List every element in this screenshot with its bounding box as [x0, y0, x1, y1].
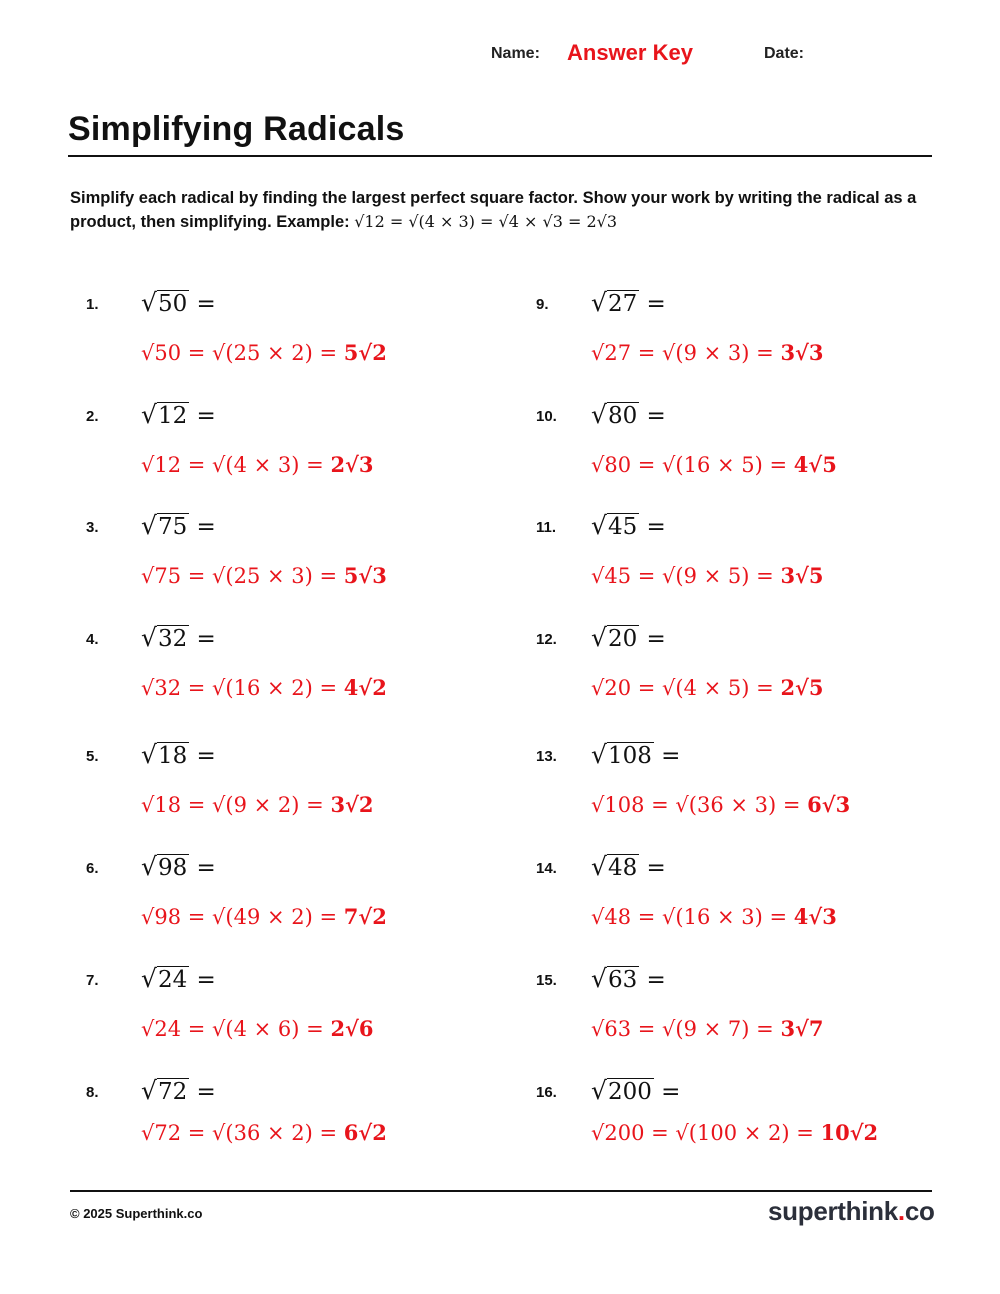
problem-7	[86, 964, 526, 1074]
radicand: 32	[157, 626, 188, 652]
answer-work: √200 = √(100 × 2) =	[591, 1121, 821, 1145]
problem-question: √27 =	[591, 288, 666, 317]
answer-final: 3√7	[780, 1016, 824, 1041]
radicand: 50	[157, 291, 188, 317]
problem-15	[536, 964, 976, 1074]
answer-final: 5√2	[343, 340, 387, 365]
problem-number: 10.	[536, 408, 557, 425]
title-divider	[68, 155, 932, 157]
instructions	[70, 186, 930, 234]
problem-answer	[591, 340, 823, 365]
radicand: 200	[607, 1079, 652, 1105]
problem-question: √80 =	[591, 400, 666, 429]
problem-9	[536, 288, 976, 398]
page-title: Simplifying Radicals	[68, 110, 405, 148]
answer-work: √63 = √(9 × 7) =	[591, 1017, 781, 1041]
problem-14	[536, 852, 976, 962]
answer-work: √75 = √(25 × 3) =	[141, 564, 344, 588]
logo-dot: .	[897, 1196, 905, 1226]
problem-2	[86, 400, 526, 510]
problem-question: √72 =	[141, 1076, 216, 1105]
problem-1	[86, 288, 526, 398]
problem-question: √48 =	[591, 852, 666, 881]
radicand: 80	[607, 403, 638, 429]
problem-5	[86, 740, 526, 850]
date-label: Date:	[764, 45, 805, 62]
radicand: 18	[157, 743, 188, 769]
radicand: 24	[157, 967, 188, 993]
radicand: 63	[607, 967, 638, 993]
problem-number: 13.	[536, 748, 557, 765]
problem-answer	[141, 1016, 373, 1041]
radicand: 45	[607, 514, 638, 540]
problem-answer	[591, 563, 823, 588]
problem-answer	[591, 1016, 823, 1041]
problem-answer	[141, 792, 373, 817]
problem-number: 14.	[536, 860, 557, 877]
answer-final: 10√2	[820, 1120, 879, 1145]
problem-number: 15.	[536, 972, 557, 989]
problem-number: 8.	[86, 1084, 99, 1101]
radicand: 48	[607, 855, 638, 881]
problem-answer	[141, 675, 387, 700]
problem-3	[86, 511, 526, 621]
name-value: Answer Key	[567, 40, 693, 65]
problem-number: 11.	[536, 519, 557, 536]
answer-work: √80 = √(16 × 5) =	[591, 453, 794, 477]
answer-work: √45 = √(9 × 5) =	[591, 564, 781, 588]
answer-final: 3√5	[780, 563, 824, 588]
problem-number: 9.	[536, 296, 549, 313]
problem-answer	[591, 675, 823, 700]
problem-question: √24 =	[141, 964, 216, 993]
answer-final: 4√3	[793, 904, 837, 929]
problem-16	[536, 1076, 976, 1186]
problem-question: √32 =	[141, 623, 216, 652]
problem-answer	[141, 904, 387, 929]
problem-question: √18 =	[141, 740, 216, 769]
logo-text: superthink	[768, 1196, 898, 1226]
problem-question: √45 =	[591, 511, 666, 540]
answer-final: 2√3	[330, 452, 374, 477]
problem-6	[86, 852, 526, 962]
answer-work: √108 = √(36 × 3) =	[591, 793, 808, 817]
name-label: Name:	[491, 45, 540, 62]
footer-divider	[70, 1190, 932, 1192]
answer-work: √32 = √(16 × 2) =	[141, 676, 344, 700]
answer-final: 4√5	[793, 452, 837, 477]
problem-number: 3.	[86, 519, 99, 536]
answer-work: √72 = √(36 × 2) =	[141, 1121, 344, 1145]
problem-question: √63 =	[591, 964, 666, 993]
radicand: 27	[607, 291, 638, 317]
answer-final: 4√2	[343, 675, 387, 700]
radicand: 108	[607, 743, 652, 769]
instructions-text: Simplify each radical by finding the largest perfect square factor. Show your work by writing the radical as a product, then simplifying. Example:	[70, 189, 917, 231]
answer-work: √24 = √(4 × 6) =	[141, 1017, 331, 1041]
problem-question: √12 =	[141, 400, 216, 429]
problem-4	[86, 623, 526, 733]
problem-number: 7.	[86, 972, 99, 989]
problem-10	[536, 400, 976, 510]
problem-13	[536, 740, 976, 850]
copyright: © 2025 Superthink.co	[70, 1206, 203, 1221]
header	[0, 40, 1000, 70]
answer-final: 2√5	[780, 675, 824, 700]
answer-work: √27 = √(9 × 3) =	[591, 341, 781, 365]
radicand: 20	[607, 626, 638, 652]
problem-answer	[591, 1120, 878, 1145]
problem-answer	[591, 904, 837, 929]
radicand: 75	[157, 514, 188, 540]
problem-number: 16.	[536, 1084, 557, 1101]
problem-number: 1.	[86, 296, 99, 313]
problem-question: √50 =	[141, 288, 216, 317]
radicand: 72	[157, 1079, 188, 1105]
problem-number: 2.	[86, 408, 99, 425]
problem-answer	[591, 792, 850, 817]
problem-answer	[141, 340, 387, 365]
answer-work: √12 = √(4 × 3) =	[141, 453, 331, 477]
problem-question: √20 =	[591, 623, 666, 652]
problem-answer	[591, 452, 837, 477]
radicand: 98	[157, 855, 188, 881]
problem-answer	[141, 452, 373, 477]
problem-answer	[141, 563, 387, 588]
problem-question: √200 =	[591, 1076, 681, 1105]
answer-final: 3√2	[330, 792, 374, 817]
problem-answer	[141, 1120, 387, 1145]
problem-question: √98 =	[141, 852, 216, 881]
answer-final: 5√3	[343, 563, 387, 588]
problem-11	[536, 511, 976, 621]
answer-final: 6√3	[807, 792, 851, 817]
radicand: 12	[157, 403, 188, 429]
answer-work: √50 = √(25 × 2) =	[141, 341, 344, 365]
problem-question: √108 =	[591, 740, 681, 769]
problem-8	[86, 1076, 526, 1186]
instructions-example: √12 = √(4 × 3) = √4 × √3 = 2√3	[354, 212, 618, 231]
answer-final: 2√6	[330, 1016, 374, 1041]
answer-final: 7√2	[343, 904, 387, 929]
answer-work: √98 = √(49 × 2) =	[141, 905, 344, 929]
answer-final: 3√3	[780, 340, 824, 365]
problem-number: 6.	[86, 860, 99, 877]
answer-work: √18 = √(9 × 2) =	[141, 793, 331, 817]
answer-work: √48 = √(16 × 3) =	[591, 905, 794, 929]
answer-final: 6√2	[343, 1120, 387, 1145]
problem-number: 5.	[86, 748, 99, 765]
problem-number: 12.	[536, 631, 557, 648]
superthink-logo[interactable]	[768, 1196, 935, 1227]
logo-suffix: co	[904, 1196, 935, 1226]
problem-12	[536, 623, 976, 733]
problem-question: √75 =	[141, 511, 216, 540]
answer-work: √20 = √(4 × 5) =	[591, 676, 781, 700]
problem-number: 4.	[86, 631, 99, 648]
